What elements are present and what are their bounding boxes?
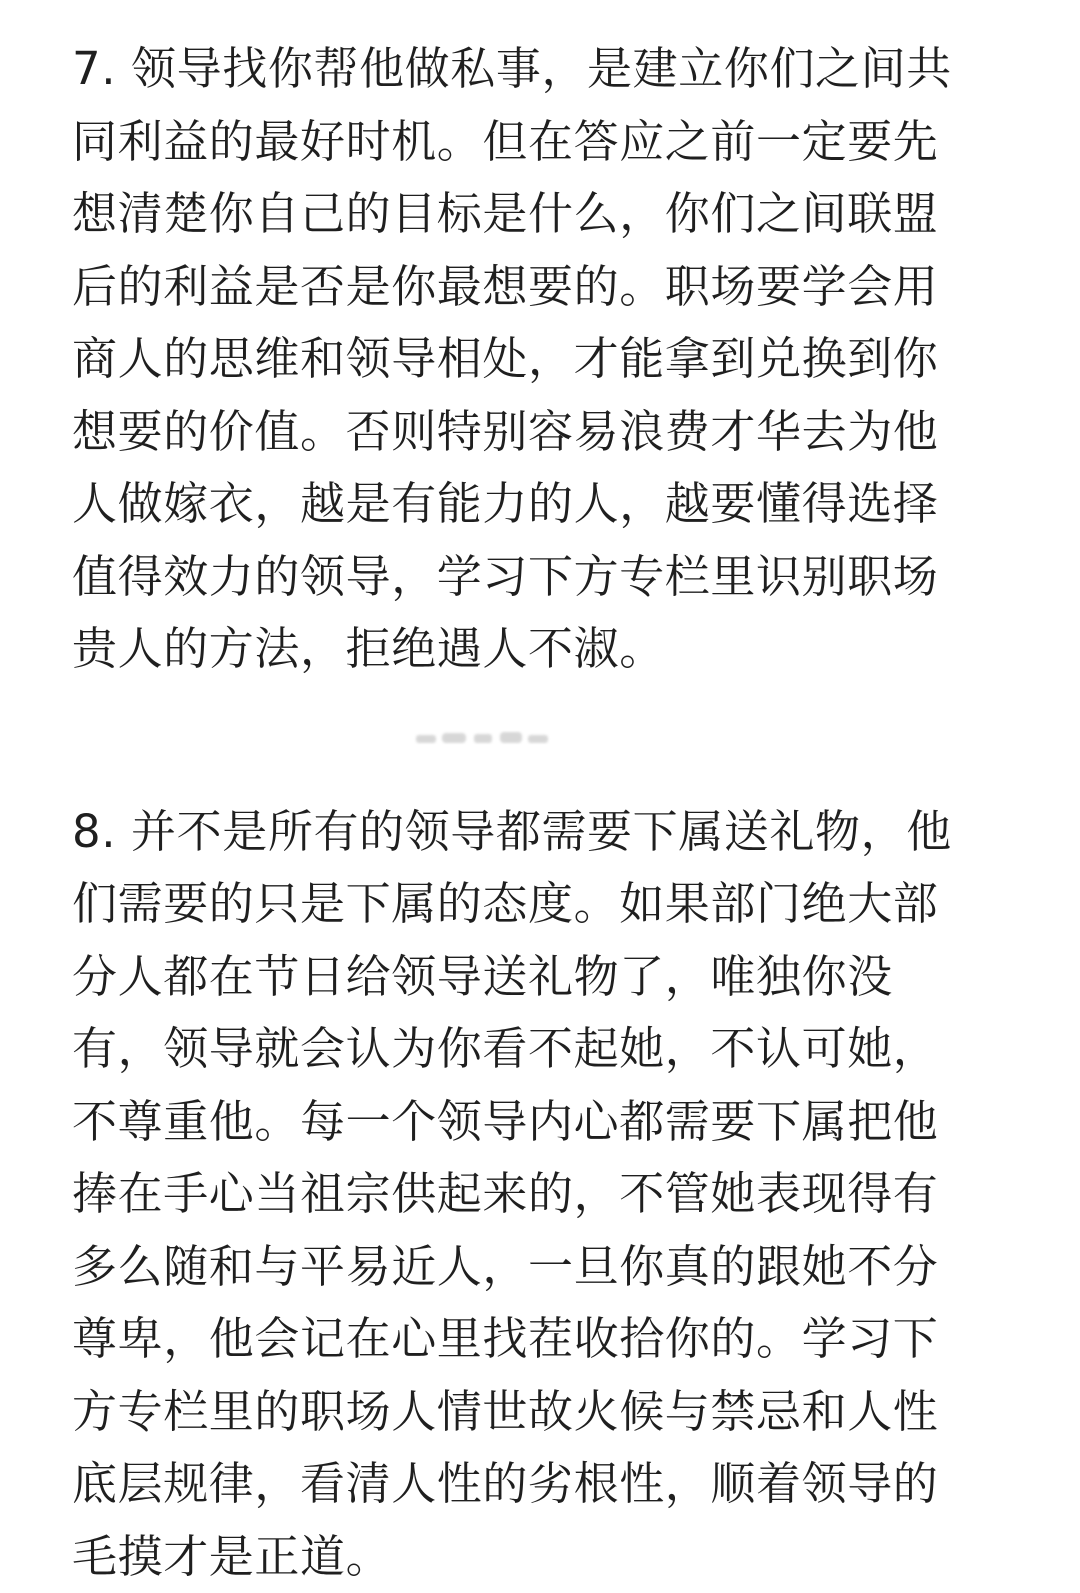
text-line: 方专栏里的职场人情世故火候与禁忌和人性: [72, 1376, 982, 1449]
text-line: 贵人的方法，拒绝遇人不淑。: [72, 613, 982, 686]
text-line: 分人都在节日给领导送礼物了，唯独你没: [72, 941, 982, 1014]
text-line: 底层规律，看清人性的劣根性，顺着领导的: [72, 1448, 982, 1521]
text-line: 们需要的只是下属的态度。如果部门绝大部: [72, 868, 982, 941]
text-line: 想清楚你自己的目标是什么，你们之间联盟: [72, 178, 982, 251]
text-line: 捧在手心当祖宗供起来的，不管她表现得有: [72, 1158, 982, 1231]
paragraph-7: [72, 33, 982, 686]
text-line: 不尊重他。每一个领导内心都需要下属把他: [72, 1086, 982, 1159]
text-line: 同利益的最好时机。但在答应之前一定要先: [72, 106, 982, 179]
text-line: 值得效力的领导，学习下方专栏里识别职场: [72, 541, 982, 614]
paragraph-spacer: [72, 686, 982, 796]
text-line: 有，领导就会认为你看不起她，不认可她，: [72, 1013, 982, 1086]
text-line: 8. 并不是所有的领导都需要下属送礼物，他: [72, 796, 982, 869]
text-line: 人做嫁衣，越是有能力的人，越要懂得选择: [72, 468, 982, 541]
text-line: 后的利益是否是你最想要的。职场要学会用: [72, 251, 982, 324]
text-line: 想要的价值。否则特别容易浪费才华去为他: [72, 396, 982, 469]
article-body: [72, 33, 982, 1593]
text-line: 商人的思维和领导相处，才能拿到兑换到你: [72, 323, 982, 396]
text-line: 尊卑，他会记在心里找茬收拾你的。学习下: [72, 1303, 982, 1376]
text-line: 多么随和与平易近人，一旦你真的跟她不分: [72, 1231, 982, 1304]
text-line: 毛摸才是正道。: [72, 1521, 982, 1593]
paragraph-8: [72, 796, 982, 1593]
text-line: 7. 领导找你帮他做私事，是建立你们之间共: [72, 33, 982, 106]
